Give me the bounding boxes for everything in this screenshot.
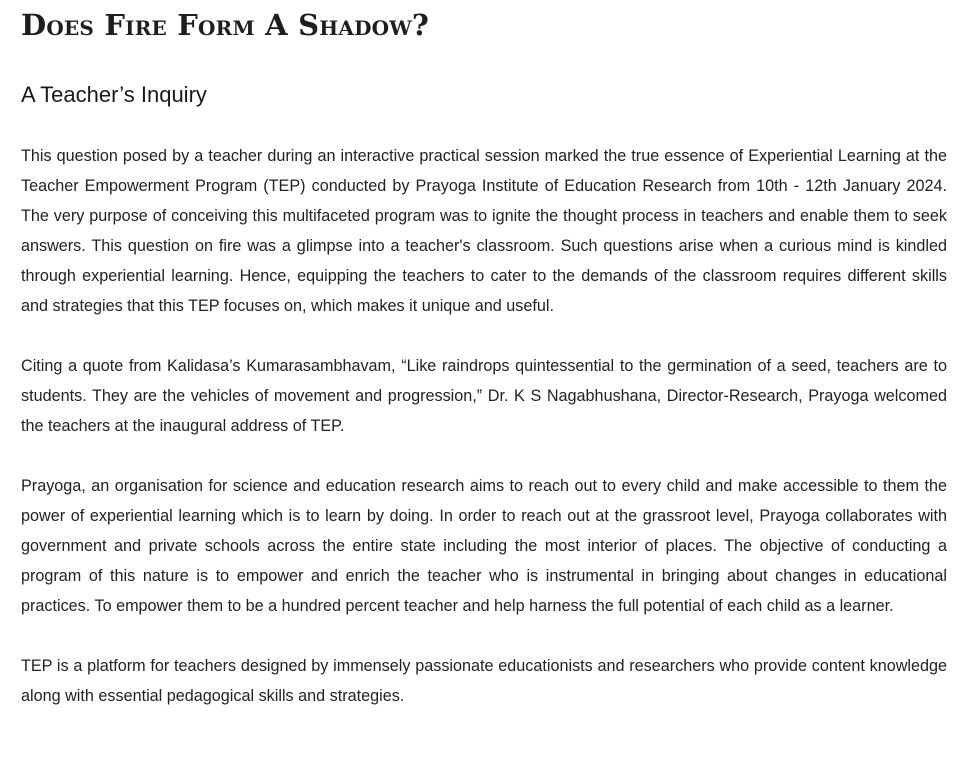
article-paragraph-2: Citing a quote from Kalidasa’s Kumarasambhavam, “Like raindrops quintessential to the germination of a seed, teachers are to students. They are the vehicles of movement and progression,” Dr. K S Nagabhushana, Director-Research, Prayoga welcomed the teachers at the inaugural address of TEP. (21, 357, 947, 435)
article-paragraph-1: This question posed by a teacher during an interactive practical session marked the true essence of Experiential Learning at the Teacher Empowerment Program (TEP) conducted by Prayoga Institute of Education Research from 10th - 12th January 2024. The very purpose of conceiving this multifaceted program was to ignite the thought process in teachers and enable them to seek answers. This question on fire was a glimpse into a teacher's classroom. Such questions arise when a curious mind is kindled through experiential learning. Hence, equipping the teachers to cater to the demands of the classroom requires different skills and strategies that this TEP focuses on, which makes it unique and useful. (21, 147, 947, 315)
article-paragraph-3: Prayoga, an organisation for science and education research aims to reach out to every child and make accessible to them the power of experiential learning which is to learn by doing. In order to reach out at the grassroot level, Prayoga collaborates with government and private schools across the entire state including the most interior of places. The objective of conducting a program of this nature is to empower and enrich the teacher who is instrumental in bringing about changes in educational practices. To empower them to be a hundred percent teacher and help harness the full potential of each child as a learner. (21, 477, 947, 615)
article-subtitle: A Teacher’s Inquiry (21, 82, 207, 107)
article (21, 0, 947, 711)
article-title: Does Fire Form A Shadow? (21, 8, 430, 42)
article-paragraph-4: TEP is a platform for teachers designed by immensely passionate educationists and researchers who provide content knowledge along with essential pedagogical skills and strategies. (21, 657, 947, 705)
